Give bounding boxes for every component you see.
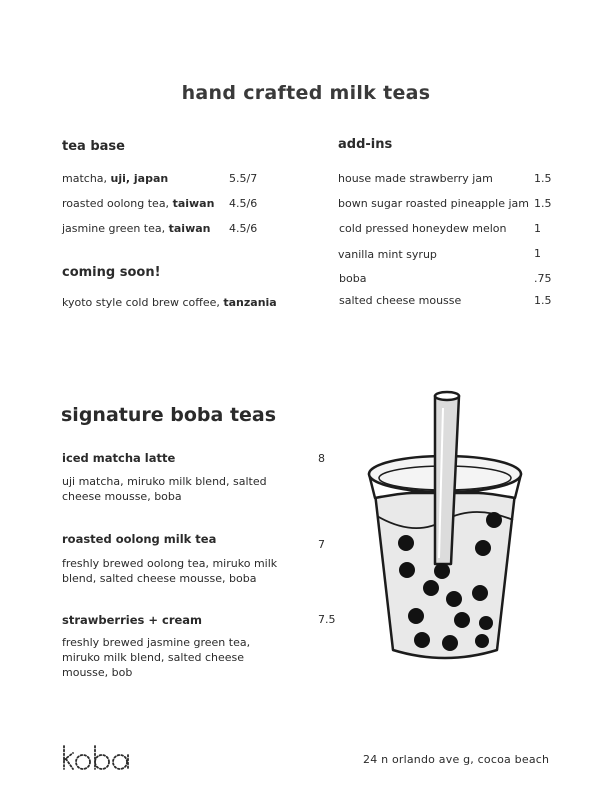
add-in-price: 1 [534, 222, 541, 235]
add-in-price: .75 [534, 272, 552, 285]
drink-name: iced matcha latte [62, 451, 176, 465]
tea-base-price: 5.5/7 [229, 172, 258, 185]
tea-base-item [62, 172, 168, 185]
drink-description: uji matcha, miruko milk blend, salted cheese mousse, boba [62, 475, 267, 503]
boba-cup-illustration [355, 388, 535, 673]
add-in-name: bown sugar roasted pineapple jam [338, 197, 529, 210]
tea-base-item [62, 197, 214, 210]
tea-name: roasted oolong tea, [62, 197, 173, 210]
tea-name: jasmine green tea, [62, 222, 169, 235]
address: 24 n orlando ave g, cocoa beach [363, 753, 550, 766]
coming-soon-name: kyoto style cold brew coffee, [62, 296, 224, 309]
add-in-price: 1.5 [534, 294, 552, 307]
drink-price: 8 [318, 452, 325, 465]
signature-heading: signature boba teas [61, 404, 277, 426]
add-in-name: house made strawberry jam [338, 172, 493, 185]
drink-price: 7 [318, 538, 325, 551]
tea-base-heading: tea base [62, 139, 125, 154]
coming-soon-origin: tanzania [223, 296, 277, 309]
drink-price: 7.5 [318, 613, 336, 626]
tea-base-price: 4.5/6 [229, 222, 258, 235]
page-title: hand crafted milk teas [181, 82, 431, 104]
add-in-name: boba [339, 272, 367, 285]
add-in-price: 1.5 [534, 197, 552, 210]
tea-origin: taiwan [168, 222, 211, 235]
koba-logo [60, 744, 132, 772]
add-in-name: vanilla mint syrup [338, 248, 437, 261]
drink-description: freshly brewed jasmine green tea, miruko milk blend, salted cheese mousse, bob [62, 636, 251, 679]
drink-description: freshly brewed oolong tea, miruko milk blend, salted cheese mousse, boba [62, 557, 278, 585]
tea-origin: taiwan [172, 197, 215, 210]
drink-name: roasted oolong milk tea [62, 532, 217, 546]
coming-soon-item [62, 296, 277, 309]
coming-soon-heading: coming soon! [62, 265, 161, 280]
tea-name: matcha, [62, 172, 111, 185]
tea-base-price: 4.5/6 [229, 197, 258, 210]
add-in-price: 1 [534, 247, 541, 260]
add-in-name: salted cheese mousse [339, 294, 462, 307]
add-ins-heading: add-ins [338, 137, 393, 152]
tea-origin: uji, japan [110, 172, 169, 185]
add-in-name: cold pressed honeydew melon [339, 222, 507, 235]
tea-base-item [62, 222, 211, 235]
drink-name: strawberries + cream [62, 613, 203, 627]
add-in-price: 1.5 [534, 172, 552, 185]
